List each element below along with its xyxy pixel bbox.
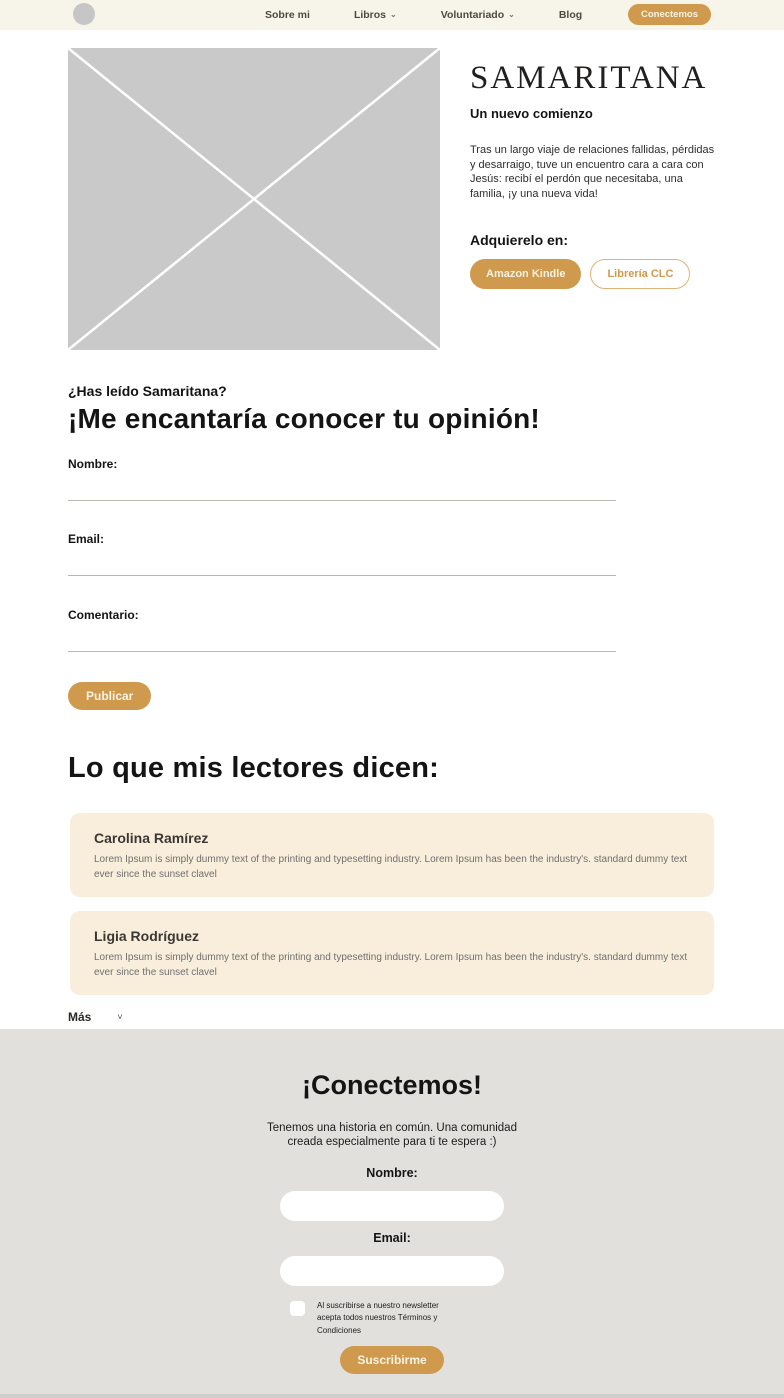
testimonials-section xyxy=(0,752,784,1024)
nav-item-label: Voluntariado xyxy=(440,9,505,21)
footer-email-input[interactable] xyxy=(280,1256,504,1286)
chevron-down-icon: ˅ xyxy=(117,1012,123,1022)
navbar xyxy=(0,0,784,30)
nav-item-label: Blog xyxy=(558,9,583,21)
testimonial-text: Lorem Ipsum is simply dummy text of the printing and typesetting industry. Lorem Ipsum has been the industry's. standard dummy text ever since the sunset clavel xyxy=(94,952,688,978)
suscribirme-button[interactable]: Suscribirme xyxy=(340,1346,443,1374)
email-label: Email: xyxy=(68,532,105,546)
footer-nombre-input[interactable] xyxy=(280,1191,504,1221)
conectemos-button[interactable]: Conectemos xyxy=(628,4,711,25)
nav-item-label: Libros xyxy=(353,9,387,21)
comentario-input[interactable] xyxy=(68,636,616,652)
nombre-label: Nombre: xyxy=(68,457,118,471)
chevron-down-icon: ⌄ xyxy=(508,10,515,19)
footer-section xyxy=(0,1029,784,1398)
testimonial-card xyxy=(70,911,714,995)
nav-links xyxy=(265,0,582,30)
consent-text: Al suscribirse a nuestro newsletter acepta todos nuestros Términos y Condiciones xyxy=(317,1301,439,1335)
nav-item-voluntariado[interactable] xyxy=(441,9,515,21)
libreria-clc-button[interactable]: Librería CLC xyxy=(590,259,690,289)
testimonial-name: Carolina Ramírez xyxy=(94,830,209,846)
hero-text-column xyxy=(470,48,716,350)
nombre-input[interactable] xyxy=(68,485,616,501)
placeholder-cross-icon xyxy=(68,48,440,350)
footer-subheading: Tenemos una historia en común. Una comunidad creada especialmente para ti te espera :) xyxy=(267,1122,517,1149)
nav-item-sobre-mi[interactable] xyxy=(265,9,310,21)
testimonial-card xyxy=(70,813,714,897)
field-group-email xyxy=(68,532,616,576)
book-subtitle: Un nuevo comienzo xyxy=(470,106,593,121)
footer-nombre-label: Nombre: xyxy=(366,1166,418,1181)
amazon-kindle-button[interactable]: Amazon Kindle xyxy=(470,259,581,289)
book-image-placeholder xyxy=(68,48,440,350)
buy-heading: Adquierelo en: xyxy=(470,231,569,248)
nav-item-libros[interactable] xyxy=(354,9,397,21)
comentario-label: Comentario: xyxy=(68,608,139,622)
footer-email-label: Email: xyxy=(373,1231,411,1246)
testimonial-text: Lorem Ipsum is simply dummy text of the printing and typesetting industry. Lorem Ipsum has been the industry's. standard dummy text ever since the sunset clavel xyxy=(94,854,688,880)
opinion-heading: ¡Me encantaría conocer tu opinión! xyxy=(68,403,540,434)
nav-item-blog[interactable] xyxy=(559,9,582,21)
field-group-nombre xyxy=(68,457,616,501)
testimonials-heading: Lo que mis lectores dicen: xyxy=(68,752,440,784)
hero-section xyxy=(68,48,784,350)
publicar-button[interactable]: Publicar xyxy=(68,682,151,710)
consent-row xyxy=(280,1300,504,1337)
field-group-comentario xyxy=(68,608,616,652)
more-dropdown[interactable] xyxy=(68,1010,784,1024)
opinion-kicker: ¿Has leído Samaritana? xyxy=(68,383,227,399)
more-label: Más xyxy=(68,1010,92,1024)
consent-checkbox[interactable] xyxy=(290,1301,305,1316)
book-description: Tras un largo viaje de relaciones fallidas, pérdidas y desarraigo, tuve un encuentro cara a cara con Jesús: recibí el perdón que necesitaba, una familia, ¡y una nueva vida! xyxy=(470,144,715,201)
footer-bottom-edge xyxy=(0,1394,784,1398)
site-logo[interactable] xyxy=(73,3,95,25)
testimonial-name: Ligia Rodríguez xyxy=(94,928,199,944)
buy-buttons-row xyxy=(470,259,716,289)
book-title: SAMARITANA xyxy=(470,60,708,96)
nav-item-label: Sobre mi xyxy=(265,9,310,21)
chevron-down-icon: ⌄ xyxy=(390,10,397,19)
footer-heading: ¡Conectemos! xyxy=(301,1070,483,1100)
email-input[interactable] xyxy=(68,560,616,576)
opinion-form-section xyxy=(68,383,716,710)
